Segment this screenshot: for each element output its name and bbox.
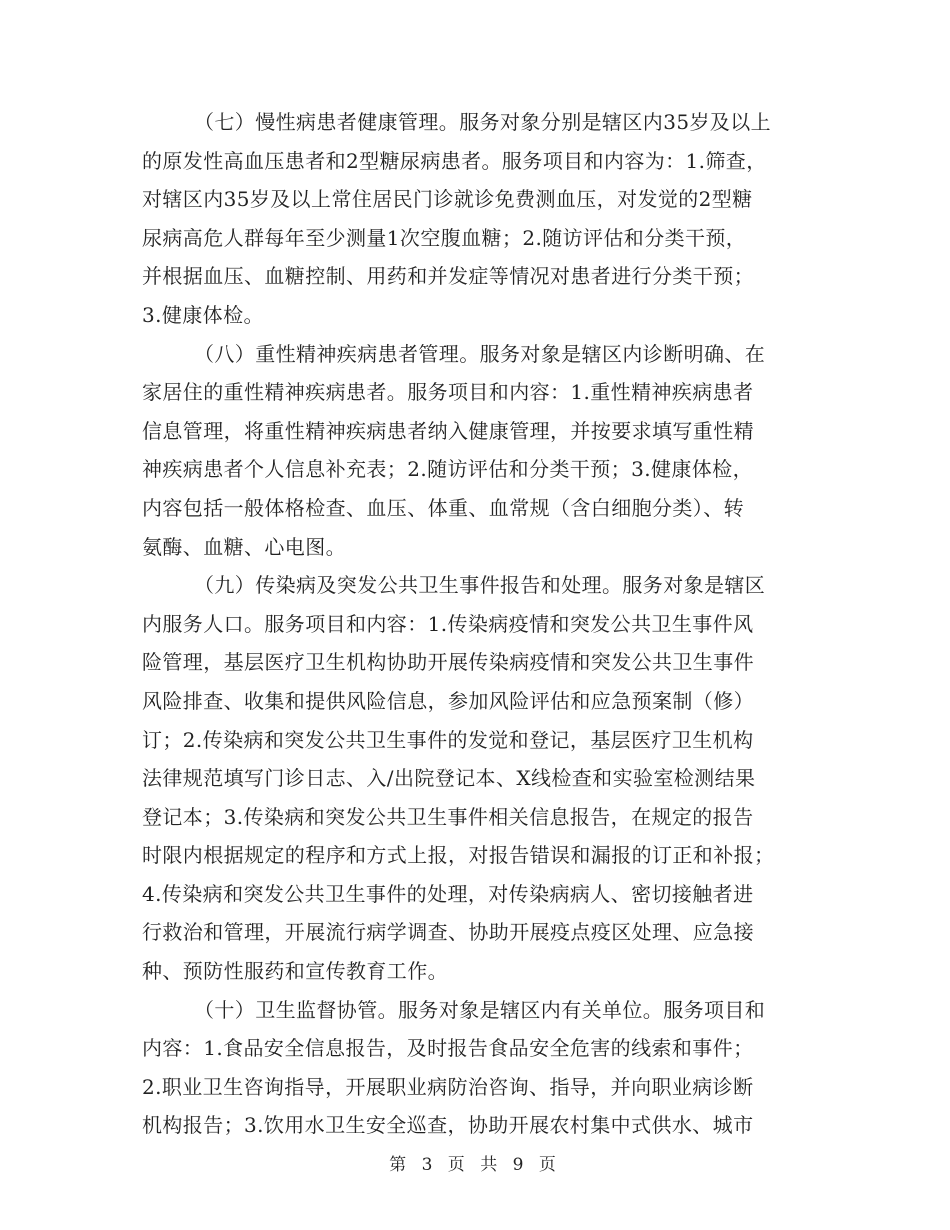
paragraph-9-line: 时限内根据规定的程序和方式上报，对报告错误和漏报的订正和补报； [142,843,775,868]
paragraph-10-line: 机构报告；3.饮用水卫生安全巡查，协助开展农村集中式供水、城市 [142,1113,754,1138]
paragraph-9-line: 法律规范填写门诊日志、入/出院登记本、X线检查和实验室检测结果 [142,766,756,791]
paragraph-8-line: 内容包括一般体格检查、血压、体重、血常规（含白细胞分类）、转 [142,495,744,520]
paragraph-9-line: 4.传染病和突发公共卫生事件的处理，对传染病病人、密切接触者进 [142,881,754,906]
paragraph-9-line: 种、预防性服药和宣传教育工作。 [142,959,448,984]
paragraph-7-line: 3.健康体检。 [142,302,264,327]
paragraph-8-line: 氨酶、血糖、心电图。 [142,534,346,559]
paragraph-10-line: （十）卫生监督协管。服务对象是辖区内有关单位。服务项目和 [194,997,766,1022]
paragraph-8-line: 家居住的重性精神疾病患者。服务项目和内容：1.重性精神疾病患者 [142,380,754,405]
paragraph-8-line: （八）重性精神疾病患者管理。服务对象是辖区内诊断明确、在 [194,341,766,366]
paragraph-9-line: 险管理，基层医疗卫生机构协助开展传染病疫情和突发公共卫生事件 [142,650,754,675]
paragraph-10-line: 2.职业卫生咨询指导，开展职业病防治咨询、指导，并向职业病诊断 [142,1074,754,1099]
paragraph-7-line: 尿病高危人群每年至少测量1次空腹血糖；2.随访评估和分类干预， [142,225,747,250]
paragraph-9-line: 订；2.传染病和突发公共卫生事件的发觉和登记，基层医疗卫生机构 [142,727,754,752]
paragraph-9-line: 登记本；3.传染病和突发公共卫生事件相关信息报告，在规定的报告 [142,804,754,829]
paragraph-8-line: 信息管理，将重性精神疾病患者纳入健康管理，并按要求填写重性精 [142,418,754,443]
paragraph-7-line: 并根据血压、血糖控制、用药和并发症等情况对患者进行分类干预； [142,264,754,289]
paragraph-9-line: 风险排查、收集和提供风险信息，参加风险评估和应急预案制（修） [142,688,754,713]
paragraph-7-line: 对辖区内35岁及以上常住居民门诊就诊免费测血压，对发觉的2型糖 [142,187,753,212]
paragraph-7-line: （七）慢性病患者健康管理。服务对象分别是辖区内35岁及以上 [194,110,772,134]
document-body [142,103,810,1145]
page-number-footer: 第 3 页 共 9 页 [389,1155,561,1175]
paragraph-10-line: 内容：1.食品安全信息报告，及时报告食品安全危害的线索和事件； [142,1036,754,1061]
paragraph-9-line: （九）传染病及突发公共卫生事件报告和处理。服务对象是辖区 [194,573,766,598]
paragraph-8-line: 神疾病患者个人信息补充表；2.随访评估和分类干预；3.健康体检， [142,457,753,482]
paragraph-9-line: 行救治和管理，开展流行病学调查、协助开展疫点疫区处理、应急接 [142,920,754,945]
paragraph-9-line: 内服务人口。服务项目和内容：1.传染病疫情和突发公共卫生事件风 [142,611,754,636]
paragraph-7-line: 的原发性高血压患者和2型糖尿病患者。服务项目和内容为：1.筛查， [142,148,767,173]
